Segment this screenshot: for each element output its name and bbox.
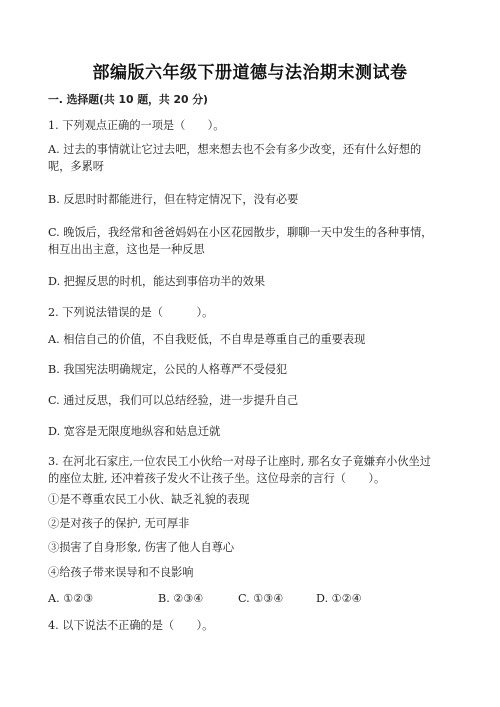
question-1-option-c-line1: C. 晚饭后，我经常和爸爸妈妈在小区花园散步，聊聊一天中发生的各种事情，	[48, 226, 433, 239]
question-1-option-b: B. 反思时时都能进行，但在特定情况下，没有必要	[48, 193, 299, 206]
question-3-option-b: B. ②③④	[158, 592, 204, 605]
question-1-option-d: D. 把握反思的时机，能达到事倍功半的效果	[48, 275, 266, 288]
page-title: 部编版六年级下册道德与法治期末测试卷	[92, 63, 408, 83]
question-3-option-c: C. ①③④	[238, 592, 284, 605]
question-3-statement-1: ①是不尊重农民工小伙、缺乏礼貌的表现	[48, 493, 250, 506]
question-1-option-a-line1: A. 过去的事情就让它过去吧，想来想去也不会有多少改变，还有什么好想的	[48, 143, 422, 156]
question-1-option-c	[48, 224, 458, 258]
question-3-statement-4: ④给孩子带来误导和不良影响	[48, 566, 194, 579]
question-3-statement-3: ③损害了自身形象, 伤害了他人自尊心	[48, 541, 235, 554]
question-1-option-a	[48, 141, 458, 175]
question-3-options	[48, 592, 458, 606]
question-2-option-a: A. 相信自己的价值，不自我贬低，不自卑是尊重自己的重要表现	[48, 333, 366, 346]
question-2-option-b: B. 我国宪法明确规定，公民的人格尊严不受侵犯	[48, 363, 288, 376]
question-3-stem	[48, 453, 458, 487]
question-3-statement-2: ②是对孩子的保护, 无可厚非	[48, 517, 190, 530]
question-1-stem: 1. 下列观点正确的一项是（ ）。	[48, 119, 225, 132]
question-3-option-d: D. ①②④	[316, 592, 362, 605]
section-heading: 一. 选择题(共 10 题，共 20 分)	[48, 93, 208, 106]
question-3-stem-line1: 3. 在河北石家庄,一位农民工小伙给一对母子让座时, 那名女子竟嫌弃小伙坐过	[48, 455, 431, 468]
question-3-stem-line2: 的座位太脏, 还冲着孩子发火不让孩子坐。这位母亲的言行（ ）。	[48, 472, 386, 485]
question-3-option-a: A. ①②③	[48, 592, 94, 605]
question-4-stem: 4. 以下说法不正确的是（ ）。	[48, 619, 214, 632]
question-1-option-c-line2: 相互出出主意，这也是一种反思	[48, 243, 205, 256]
question-2-stem: 2. 下列说法错误的是（ ）。	[48, 306, 214, 319]
question-2-option-c: C. 通过反思，我们可以总结经验，进一步提升自己	[48, 394, 299, 407]
question-1-option-a-line2: 呢，多累呀	[48, 160, 104, 173]
question-2-option-d: D. 宽容是无限度地纵容和姑息迁就	[48, 425, 221, 438]
